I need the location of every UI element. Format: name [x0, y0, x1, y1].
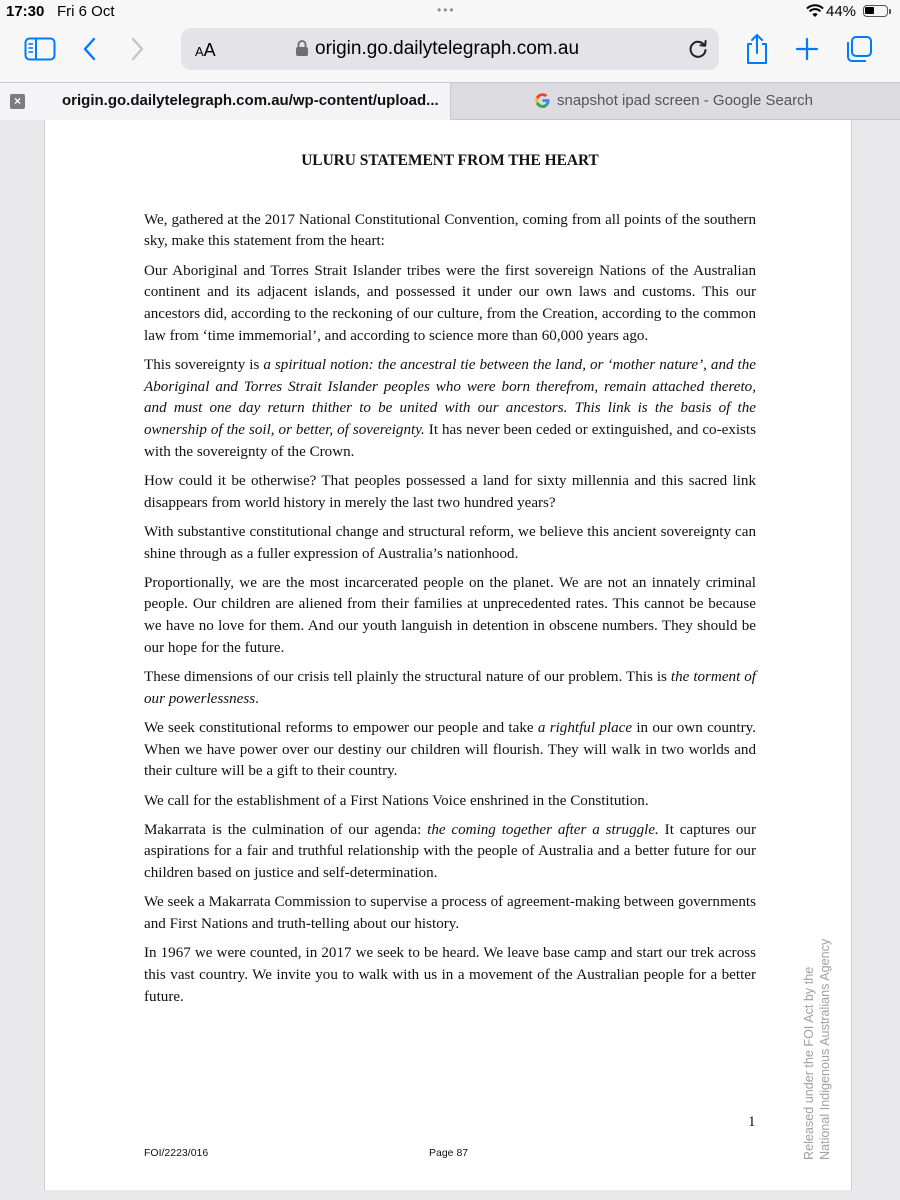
multitasking-dots[interactable]: ••• [437, 3, 456, 17]
share-button[interactable] [740, 36, 774, 66]
tabs-overview-button[interactable] [842, 36, 876, 66]
paragraph: We call for the establishment of a First Nations Voice enshrined in the Constitution. [144, 792, 649, 809]
paragraph: How could it be otherwise? That peoples possessed a land for sixty millennia and this sacred link disappears from world history in merely the last two hundred years? [144, 472, 756, 511]
document-body [144, 146, 756, 1016]
reload-icon[interactable] [687, 38, 709, 65]
tab-google-search[interactable] [451, 83, 900, 120]
paragraph: Our Aboriginal and Torres Strait Islander tribes were the first sovereign Nations of the Australian continent and its adjacent islands, and possessed it under our own laws and customs. This our ancestors did, according to the reckoning of our culture, from the Creation, according to the common law from ‘time immemorial’, and according to science more than 60,000 years ago. [144, 262, 756, 344]
paragraph: We seek a Makarrata Commission to supervise a process of agreement-making between governments and First Nations and truth-telling about our history. [144, 894, 756, 933]
text-run: in our own country. When we have power over our destiny our children will flourish. They will walk in two worlds and their culture will be a gift to their country. [144, 719, 756, 780]
text-run: . [255, 690, 259, 707]
battery-fill [865, 7, 874, 14]
tabs-overview-icon [844, 35, 874, 68]
text-run: Makarrata is the culmination of our agenda: [144, 821, 428, 838]
paragraph [144, 820, 756, 885]
foi-watermark [801, 900, 833, 1160]
wifi-icon [806, 4, 824, 23]
google-icon [534, 92, 551, 114]
paragraph: Proportionally, we are the most incarcerated people on the planet. We are not an innately criminal people. Our children are aliened from their families at unprecedented rates. This cannot be because we have no love for them. And our youth languish in detention in obscene numbers. They should be our hope for the future. [144, 574, 756, 656]
watermark-line: Released under the FOI Act by the [802, 966, 816, 1160]
text-run: This sovereignty is [144, 356, 264, 373]
tab-title: snapshot ipad screen - Google Search [557, 92, 813, 109]
document-title: ULURU STATEMENT FROM THE HEART [301, 152, 599, 169]
tab-bar [0, 82, 900, 120]
pdf-page-label: Page 87 [429, 1147, 469, 1159]
pdf-page [44, 120, 852, 1190]
paragraph [144, 667, 756, 710]
back-button[interactable] [73, 36, 107, 66]
foi-reference: FOI/2223/016 [144, 1147, 209, 1159]
text-run: It has never been ceded or extinguished, and co-exists with the sovereignty of the Crown. [144, 422, 756, 460]
paragraph [144, 718, 756, 783]
text-size-button[interactable]: AA [195, 40, 216, 60]
chevron-right-icon [129, 37, 145, 66]
tab-active[interactable] [0, 83, 451, 120]
page-number: 1 [748, 1114, 756, 1130]
chevron-left-icon [82, 37, 98, 66]
plus-icon [795, 37, 819, 66]
text-run: It captures our aspirations for a fair and truthful relationship with the people of Australia and a better future for our children based on justice and self-determination. [144, 821, 756, 882]
forward-button[interactable] [120, 36, 154, 66]
status-date: Fri 6 Oct [57, 3, 115, 20]
text-run: We seek constitutional reforms to empower our people and take [144, 719, 538, 736]
page-viewport[interactable] [0, 120, 900, 1200]
tab-title: origin.go.dailytelegraph.com.au/wp-content/upload... [62, 92, 439, 109]
sidebar-icon [24, 37, 56, 66]
emphasis: the torment of our powerlessness [144, 669, 756, 707]
battery-cap [889, 9, 891, 14]
paragraph [144, 355, 756, 464]
battery-icon [863, 5, 888, 17]
paragraph: We, gathered at the 2017 National Constitutional Convention, coming from all points of the southern sky, make this statement from the heart: [144, 211, 756, 250]
close-tab-icon[interactable]: × [10, 94, 25, 109]
emphasis: a rightful place [537, 719, 633, 736]
sidebar-button[interactable] [23, 36, 57, 66]
watermark-line: National Indigenous Australians Agency [818, 938, 832, 1160]
address-bar[interactable] [181, 28, 719, 70]
paragraph: In 1967 we were counted, in 2017 we seek to be heard. We leave base camp and start our trek across this vast country. We invite you to walk with us in a movement of the Australian people for a better future. [144, 945, 756, 1005]
status-time: 17:30 [6, 3, 45, 20]
emphasis: the coming together after a struggle. [427, 821, 659, 838]
new-tab-button[interactable] [790, 36, 824, 66]
status-bar [0, 0, 900, 24]
text-run: These dimensions of our crisis tell plainly the structural nature of our problem. This is [144, 669, 671, 686]
emphasis: a spiritual notion: the ancestral tie between the land, or ‘mother nature’, and the Aboriginal and Torres Strait Islander peoples who were born therefrom, remain attached thereto, and must one day return thither to be united with our ancestors. This link is the basis of the ownership of the soil, or better, of sovereignty. [144, 356, 756, 439]
battery-percent: 44% [826, 3, 857, 20]
url-text[interactable]: origin.go.dailytelegraph.com.au [315, 38, 580, 59]
lock-icon [295, 39, 309, 62]
paragraph: With substantive constitutional change and structural reform, we believe this ancient sovereignty can shine through as a fuller expression of Australia’s nationhood. [144, 523, 756, 562]
browser-toolbar [0, 24, 900, 82]
share-icon [744, 33, 770, 70]
